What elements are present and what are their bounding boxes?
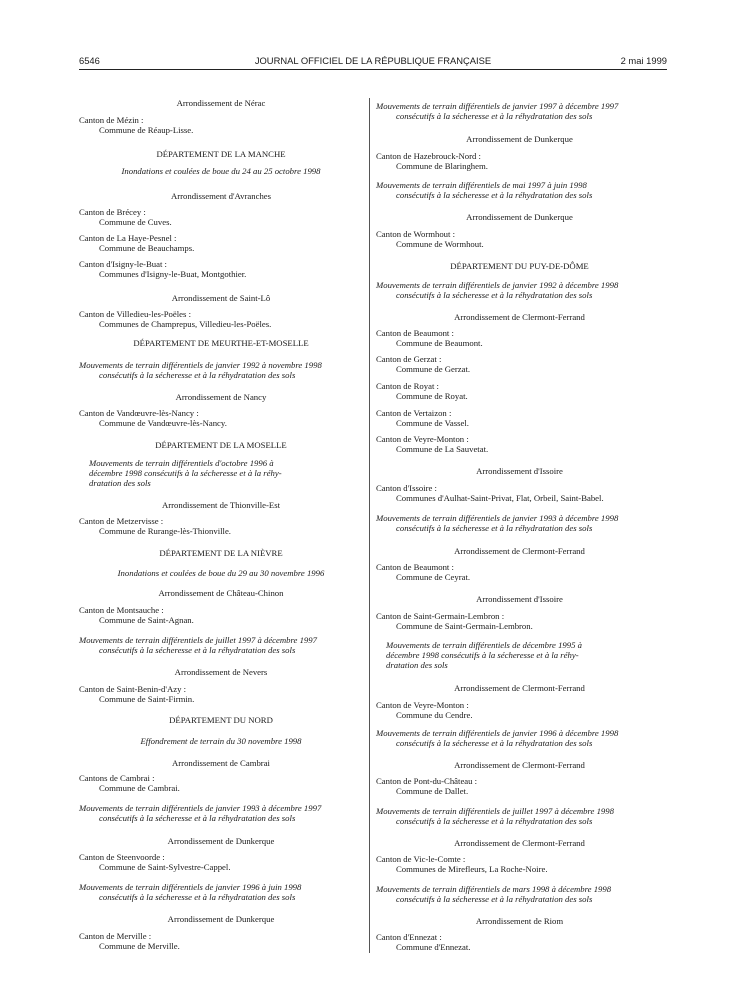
decree-title: Mouvements de terrain différentiels de juillet 1997 à décembre 1997 xyxy=(79,635,317,645)
page-number: 6546 xyxy=(79,55,100,66)
decree-title: Mouvements de terrain différentiels d'octobre 1996 à xyxy=(89,458,274,468)
canton-line: Canton de Veyre-Monton : xyxy=(376,434,469,444)
canton-line: Canton de Vertaizon : xyxy=(376,408,452,418)
canton-line: Canton d'Isigny-le-Buat : xyxy=(79,259,167,269)
commune-line: Commune de Gerzat. xyxy=(396,364,471,374)
commune-line: Commune de Saint-Germain-Lembron. xyxy=(396,621,533,631)
decree-title-cont: consécutifs à la sécheresse et à la réhydratation des sols xyxy=(99,892,296,902)
section-heading: Arrondissement de Dunkerque xyxy=(466,212,573,222)
canton-line: Canton de Montsauche : xyxy=(79,605,164,615)
decree-title: Mouvements de terrain différentiels de janvier 1993 à décembre 1997 xyxy=(79,803,322,813)
commune-line: Commune d'Ennezat. xyxy=(396,942,471,952)
commune-line: Commune de Dallet. xyxy=(396,786,469,796)
decree-title-cont: consécutifs à la sécheresse et à la réhydratation des sols xyxy=(99,813,296,823)
section-heading: Arrondissement de Clermont-Ferrand xyxy=(454,760,585,770)
commune-line: Communes d'Aulhat-Saint-Privat, Flat, Orbeil, Saint-Babel. xyxy=(396,493,604,503)
section-heading: DÉPARTEMENT DE LA MANCHE xyxy=(156,149,286,159)
decree-title-cont: consécutifs à la sécheresse et à la réhydratation des sols xyxy=(396,816,593,826)
canton-line: Canton de Brécey : xyxy=(79,207,146,217)
commune-line: Communes de Mirefleurs, La Roche-Noire. xyxy=(396,864,548,874)
issue-date: 2 mai 1999 xyxy=(620,55,667,66)
canton-line: Canton de Pont-du-Château : xyxy=(376,776,478,786)
section-heading: DÉPARTEMENT DE MEURTHE-ET-MOSELLE xyxy=(133,338,309,348)
commune-line: Commune de Royat. xyxy=(396,391,468,401)
canton-line: Canton de Vic-le-Comte : xyxy=(376,854,466,864)
section-heading: Arrondissement de Clermont-Ferrand xyxy=(454,546,585,556)
section-heading: Arrondissement de Cambrai xyxy=(172,758,270,768)
canton-line: Canton de Metzervisse : xyxy=(79,516,164,526)
commune-line: Commune de Wormhout. xyxy=(396,239,484,249)
decree-title-cont: consécutifs à la sécheresse et à la réhydratation des sols xyxy=(99,370,296,380)
decree-title: Mouvements de terrain différentiels de janvier 1993 à décembre 1998 xyxy=(376,513,619,523)
commune-line: Commune de Saint-Agnan. xyxy=(99,615,194,625)
canton-line: Cantons de Cambrai : xyxy=(79,773,155,783)
section-heading: Arrondissement de Thionville-Est xyxy=(161,500,281,510)
commune-line: Commune de Vandœuvre-lès-Nancy. xyxy=(99,418,227,428)
column-separator xyxy=(369,98,370,953)
canton-line: Canton d'Ennezat : xyxy=(376,932,442,942)
journal-title: JOURNAL OFFICIEL DE LA RÉPUBLIQUE FRANÇAISE xyxy=(254,55,492,66)
commune-line: Communes d'Isigny-le-Buat, Montgothier. xyxy=(99,269,247,279)
section-heading: Arrondissement de Château-Chinon xyxy=(158,588,284,598)
section-heading: Arrondissement de Dunkerque xyxy=(167,914,275,924)
canton-line: Canton de Saint-Germain-Lembron : xyxy=(376,611,505,621)
decree-title: Mouvements de terrain différentiels de mars 1998 à décembre 1998 xyxy=(376,884,612,894)
canton-line: Canton de Gerzat : xyxy=(376,354,442,364)
header-rule xyxy=(79,69,667,70)
decree-title: Mouvements de terrain différentiels de janvier 1992 à décembre 1998 xyxy=(376,280,619,290)
commune-line: Commune de Ceyrat. xyxy=(396,572,471,582)
decree-title-cont: consécutifs à la sécheresse et à la réhydratation des sols xyxy=(396,738,593,748)
commune-line: Commune de Blaringhem. xyxy=(396,161,488,171)
decree-title: Mouvements de terrain différentiels de juillet 1997 à décembre 1998 xyxy=(376,806,614,816)
section-heading: Arrondissement de Dunkerque xyxy=(466,134,573,144)
section-heading: Arrondissement de Riom xyxy=(475,916,564,926)
commune-line: Commune de Cuves. xyxy=(99,217,172,227)
decree-title: Mouvements de terrain différentiels de mai 1997 à juin 1998 xyxy=(376,180,587,190)
commune-line: Commune de La Sauvetat. xyxy=(396,444,489,454)
commune-line: Communes de Champrepus, Villedieu-les-Poëles. xyxy=(99,319,272,329)
canton-line: Canton d'Issoire : xyxy=(376,483,437,493)
section-heading: DÉPARTEMENT DE LA MOSELLE xyxy=(155,440,287,450)
section-heading: Arrondissement de Saint-Lô xyxy=(171,293,271,303)
commune-line: Commune de Vassel. xyxy=(396,418,469,428)
commune-line: Commune de Réaup-Lisse. xyxy=(99,125,194,135)
section-heading: DÉPARTEMENT DE LA NIÈVRE xyxy=(159,548,283,558)
canton-line: Canton de Steenvoorde : xyxy=(79,852,165,862)
decree-title-cont: consécutifs à la sécheresse et à la réhydratation des sols xyxy=(396,111,593,121)
canton-line: Canton de Royat : xyxy=(376,381,439,391)
section-heading: Arrondissement d'Issoire xyxy=(476,466,563,476)
canton-line: Canton de Hazebrouck-Nord : xyxy=(376,151,481,161)
decree-title: Mouvements de terrain différentiels de janvier 1996 à juin 1998 xyxy=(79,882,302,892)
decree-title: Inondations et coulées de boue du 24 au 25 octobre 1998 xyxy=(121,166,321,176)
commune-line: Commune de Saint-Sylvestre-Cappel. xyxy=(99,862,231,872)
canton-line: Canton de Merville : xyxy=(79,931,152,941)
section-heading: DÉPARTEMENT DU NORD xyxy=(169,715,273,725)
canton-line: Canton de Saint-Benin-d'Azy : xyxy=(79,684,187,694)
section-heading: Arrondissement de Clermont-Ferrand xyxy=(454,838,585,848)
decree-title: Mouvements de terrain différentiels de janvier 1997 à décembre 1997 xyxy=(376,101,619,111)
canton-line: Canton de La Haye-Pesnel : xyxy=(79,233,177,243)
decree-title: Mouvements de terrain différentiels de janvier 1992 à novembre 1998 xyxy=(79,360,322,370)
commune-line: Commune de Saint-Firmin. xyxy=(99,694,195,704)
canton-line: Canton de Veyre-Monton : xyxy=(376,700,469,710)
canton-line: Canton de Beaumont : xyxy=(376,562,454,572)
decree-title-cont: consécutifs à la sécheresse et à la réhydratation des sols xyxy=(396,190,593,200)
section-heading: Arrondissement de Clermont-Ferrand xyxy=(454,683,585,693)
decree-title: décembre 1998 consécutifs à la sécheresse et à la réhy- xyxy=(386,650,579,660)
section-heading: DÉPARTEMENT DU PUY-DE-DÔME xyxy=(450,261,589,271)
section-heading: Arrondissement de Nancy xyxy=(175,392,267,402)
decree-title: décembre 1998 consécutifs à la sécheresse et à la réhy- xyxy=(89,468,282,478)
commune-line: Commune de Beauchamps. xyxy=(99,243,195,253)
commune-line: Commune de Cambrai. xyxy=(99,783,180,793)
section-heading: Arrondissement de Nérac xyxy=(176,98,266,108)
decree-title: Effondrement de terrain du 30 novembre 1998 xyxy=(140,736,302,746)
decree-title-cont: consécutifs à la sécheresse et à la réhydratation des sols xyxy=(396,290,593,300)
page-header xyxy=(79,55,667,69)
section-heading: Arrondissement d'Avranches xyxy=(170,191,272,201)
canton-line: Canton de Villedieu-les-Poëles : xyxy=(79,309,191,319)
section-heading: Arrondissement de Clermont-Ferrand xyxy=(454,312,585,322)
canton-line: Canton de Mézin : xyxy=(79,115,144,125)
commune-line: Commune de Merville. xyxy=(99,941,180,951)
decree-title: Inondations et coulées de boue du 29 au 30 novembre 1996 xyxy=(117,568,325,578)
canton-line: Canton de Beaumont : xyxy=(376,328,454,338)
commune-line: Commune de Rurange-lès-Thionville. xyxy=(99,526,231,536)
commune-line: Commune du Cendre. xyxy=(396,710,473,720)
section-heading: Arrondissement d'Issoire xyxy=(476,594,563,604)
canton-line: Canton de Vandœuvre-lès-Nancy : xyxy=(79,408,199,418)
commune-line: Commune de Beaumont. xyxy=(396,338,483,348)
decree-title-cont: consécutifs à la sécheresse et à la réhydratation des sols xyxy=(396,523,593,533)
decree-title: Mouvements de terrain différentiels de décembre 1995 à xyxy=(386,640,582,650)
decree-title-cont: consécutifs à la sécheresse et à la réhydratation des sols xyxy=(99,645,296,655)
decree-title: dratation des sols xyxy=(386,660,448,670)
canton-line: Canton de Wormhout : xyxy=(376,229,456,239)
decree-title-cont: consécutifs à la sécheresse et à la réhydratation des sols xyxy=(396,894,593,904)
decree-title: dratation des sols xyxy=(89,478,151,488)
section-heading: Arrondissement de Dunkerque xyxy=(167,836,275,846)
decree-title: Mouvements de terrain différentiels de janvier 1996 à décembre 1998 xyxy=(376,728,619,738)
section-heading: Arrondissement de Nevers xyxy=(174,667,268,677)
